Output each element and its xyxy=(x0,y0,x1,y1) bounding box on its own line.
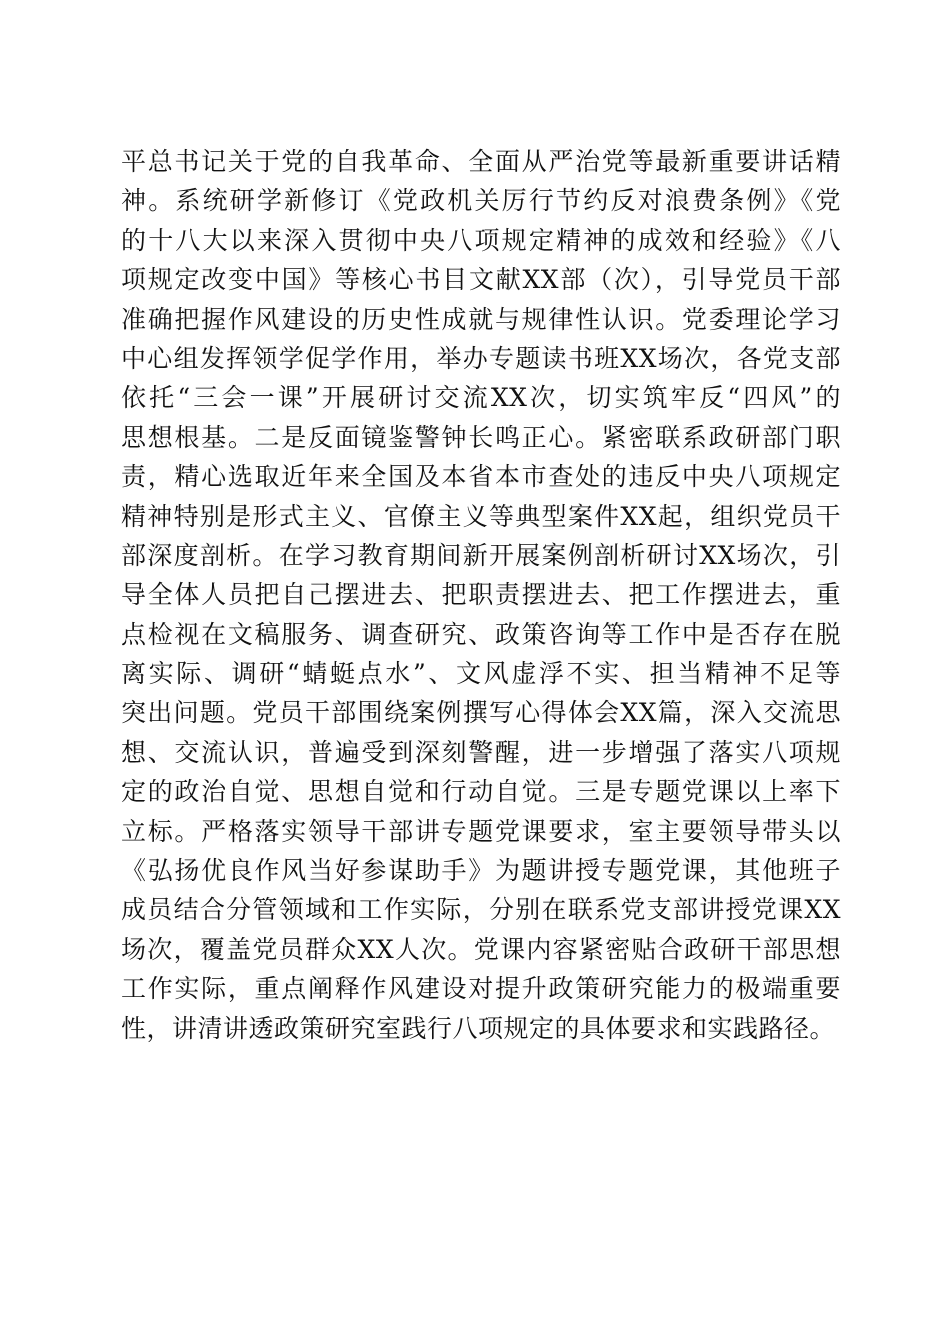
text-line: 项规定改变中国》等核心书目文献XX部（次），引导党员干部 xyxy=(121,265,841,295)
text-line: 思想根基。二是反面镜鉴警钟长鸣正心。紧密联系政研部门职 xyxy=(121,422,841,452)
text-line: 突出问题。党员干部围绕案例撰写心得体会XX篇，深入交流思 xyxy=(121,698,841,728)
text-line: 责，精心选取近年来全国及本省本市查处的违反中央八项规定 xyxy=(121,462,841,492)
body-paragraph xyxy=(121,142,841,1048)
text-line: 部深度剖析。在学习教育期间新开展案例剖析研讨XX场次，引 xyxy=(121,540,841,570)
text-line: 离实际、调研“蜻蜓点水”、文风虚浮不实、担当精神不足等 xyxy=(121,659,841,689)
text-line: 工作实际，重点阐释作风建设对提升政策研究能力的极端重要 xyxy=(121,974,841,1004)
text-line: 导全体人员把自己摆进去、把职责摆进去、把工作摆进去，重 xyxy=(121,580,841,610)
text-line: 想、交流认识，普遍受到深刻警醒，进一步增强了落实八项规 xyxy=(121,737,841,767)
text-line: 依托“三会一课”开展研讨交流XX次，切实筑牢反“四风”的 xyxy=(121,383,841,413)
text-line: 性，讲清讲透政策研究室践行八项规定的具体要求和实践路径。 xyxy=(121,1013,836,1043)
text-line: 平总书记关于党的自我革命、全面从严治党等最新重要讲话精 xyxy=(121,147,841,176)
text-line: 点检视在文稿服务、调查研究、政策咨询等工作中是否存在脱 xyxy=(121,619,841,649)
text-line: 《弘扬优良作风当好参谋助手》为题讲授专题党课，其他班子 xyxy=(121,856,841,886)
text-line: 定的政治自觉、思想自觉和行动自觉。三是专题党课以上率下 xyxy=(121,777,841,807)
text-line: 中心组发挥领学促学作用，举办专题读书班XX场次，各党支部 xyxy=(121,343,841,373)
text-line: 精神特别是形式主义、官僚主义等典型案件XX起，组织党员干 xyxy=(121,501,841,531)
text-line: 立标。严格落实领导干部讲专题党课要求，室主要领导带头以 xyxy=(121,816,841,846)
text-line: 场次，覆盖党员群众XX人次。党课内容紧密贴合政研干部思想 xyxy=(121,934,841,964)
text-line: 神。系统研学新修订《党政机关厉行节约反对浪费条例》《党 xyxy=(121,186,841,216)
text-line: 成员结合分管领域和工作实际，分别在联系党支部讲授党课XX xyxy=(121,895,841,925)
text-line: 的十八大以来深入贯彻中央八项规定精神的成效和经验》《八 xyxy=(121,225,841,255)
text-line: 准确把握作风建设的历史性成就与规律性认识。党委理论学习 xyxy=(121,304,841,334)
